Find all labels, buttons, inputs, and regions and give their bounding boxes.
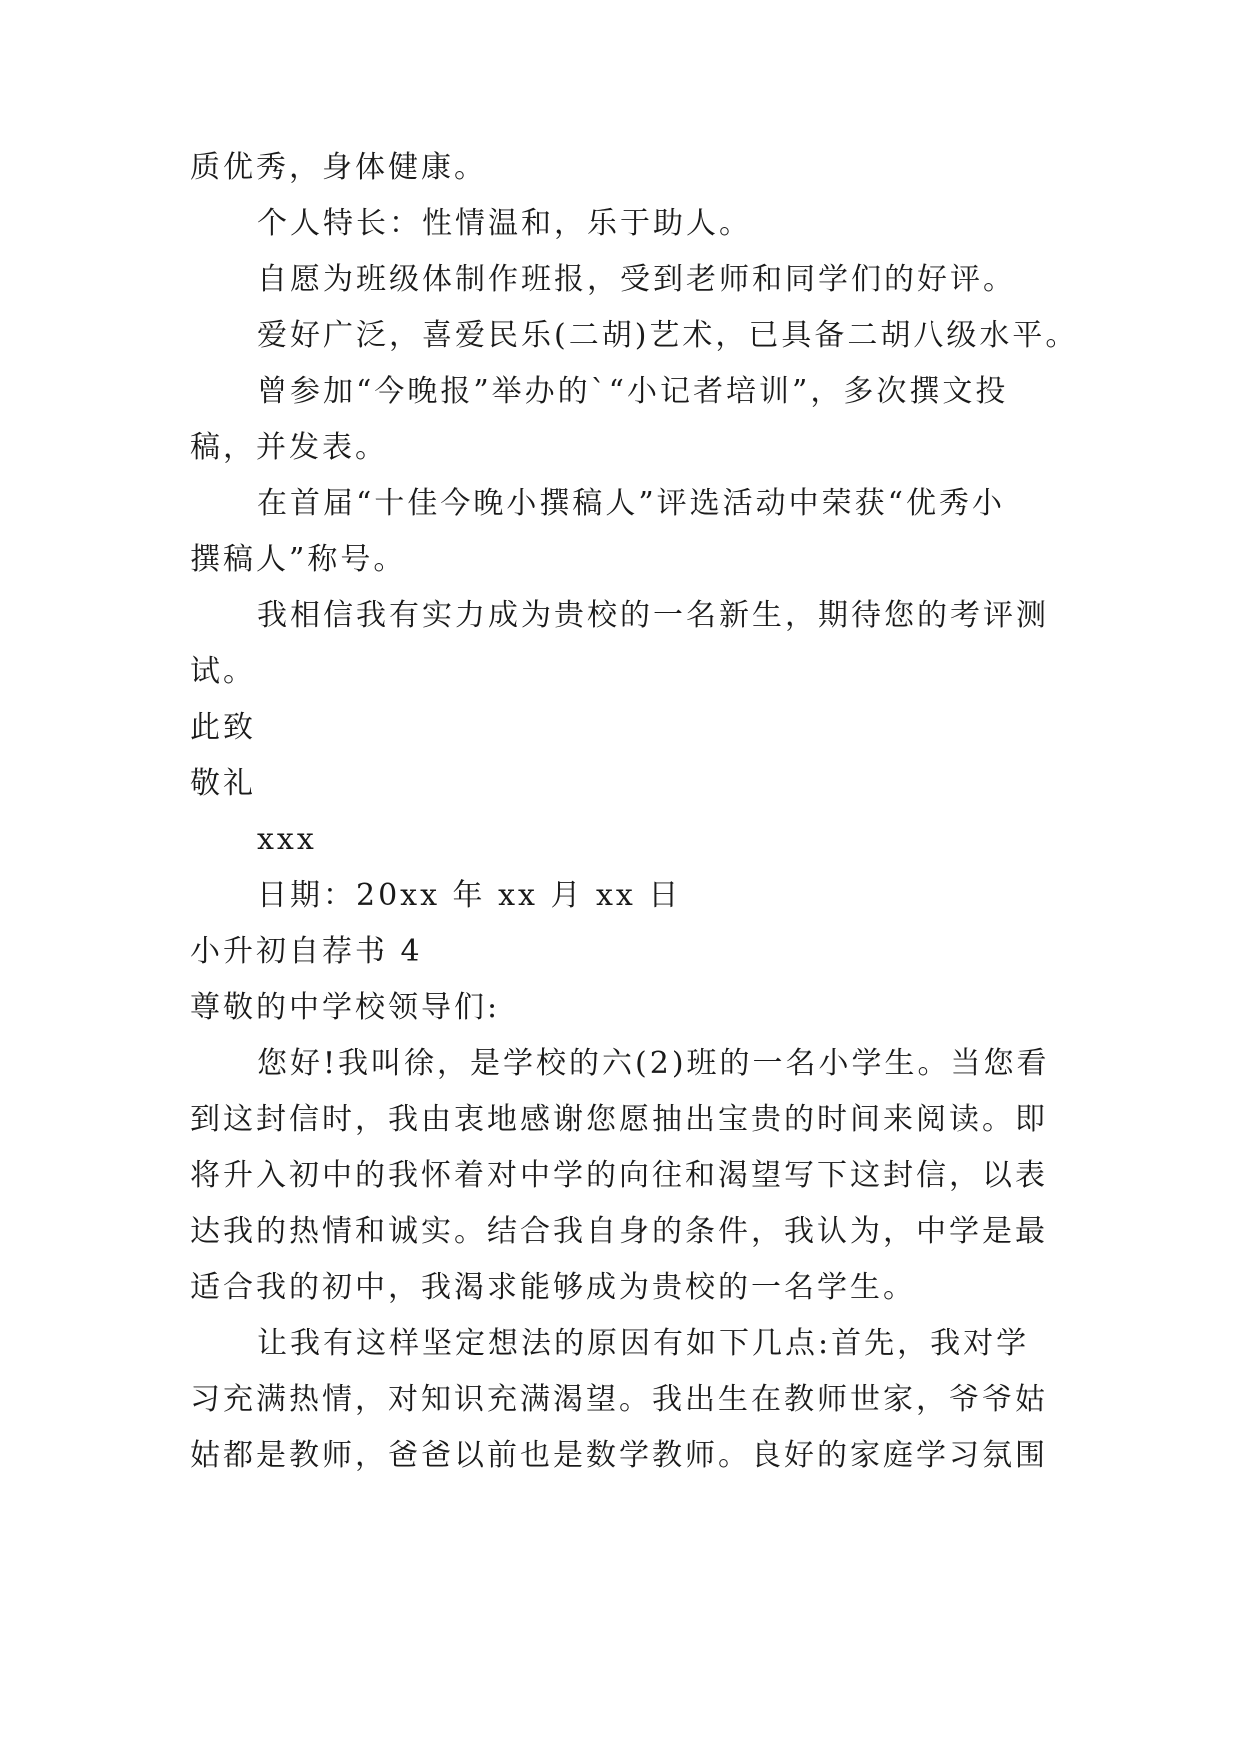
paragraph-line: 撰稿人”称号。 — [190, 542, 407, 577]
paragraph-line: 质优秀，身体健康。 — [190, 150, 487, 185]
paragraph-line: 个人特长：性情温和，乐于助人。 — [257, 206, 752, 241]
paragraph-line: 让我有这样坚定想法的原因有如下几点:首先，我对学 — [257, 1326, 1030, 1361]
section-title: 小升初自荐书 4 — [190, 934, 423, 969]
paragraph-line: 达我的热情和诚实。结合我自身的条件，我认为，中学是最 — [190, 1214, 1048, 1249]
paragraph-line: 试。 — [190, 654, 256, 689]
paragraph-line: 我相信我有实力成为贵校的一名新生，期待您的考评测 — [257, 598, 1049, 633]
paragraph-line: 稿，并发表。 — [190, 430, 388, 465]
paragraph-line: 姑都是教师，爸爸以前也是数学教师。良好的家庭学习氛围 — [190, 1438, 1048, 1473]
date-line: 日期：20xx 年 xx 月 xx 日 — [257, 878, 682, 913]
paragraph-line: 习充满热情，对知识充满渴望。我出生在教师世家，爷爷姑 — [190, 1382, 1048, 1417]
salutation-line: 尊敬的中学校领导们: — [190, 990, 501, 1025]
paragraph-line: 自愿为班级体制作班报，受到老师和同学们的好评。 — [257, 262, 1016, 297]
paragraph-line: 适合我的初中，我渴求能够成为贵校的一名学生。 — [190, 1270, 916, 1305]
paragraph-line: 到这封信时，我由衷地感谢您愿抽出宝贵的时间来阅读。即 — [190, 1102, 1048, 1137]
paragraph-line: 爱好广泛，喜爱民乐(二胡)艺术，已具备二胡八级水平。 — [257, 318, 1079, 353]
paragraph-line: 曾参加“今晚报”举办的`“小记者培训”，多次撰文投 — [257, 374, 1009, 409]
paragraph-line: 将升入初中的我怀着对中学的向往和渴望写下这封信，以表 — [190, 1158, 1048, 1193]
closing-line: 敬礼 — [190, 766, 256, 801]
paragraph-line: 您好!我叫徐，是学校的六(2)班的一名小学生。当您看 — [257, 1046, 1050, 1081]
closing-line: 此致 — [190, 710, 256, 745]
signature-line: xxx — [257, 822, 317, 857]
paragraph-line: 在首届“十佳今晚小撰稿人”评选活动中荣获“优秀小 — [257, 486, 1006, 521]
